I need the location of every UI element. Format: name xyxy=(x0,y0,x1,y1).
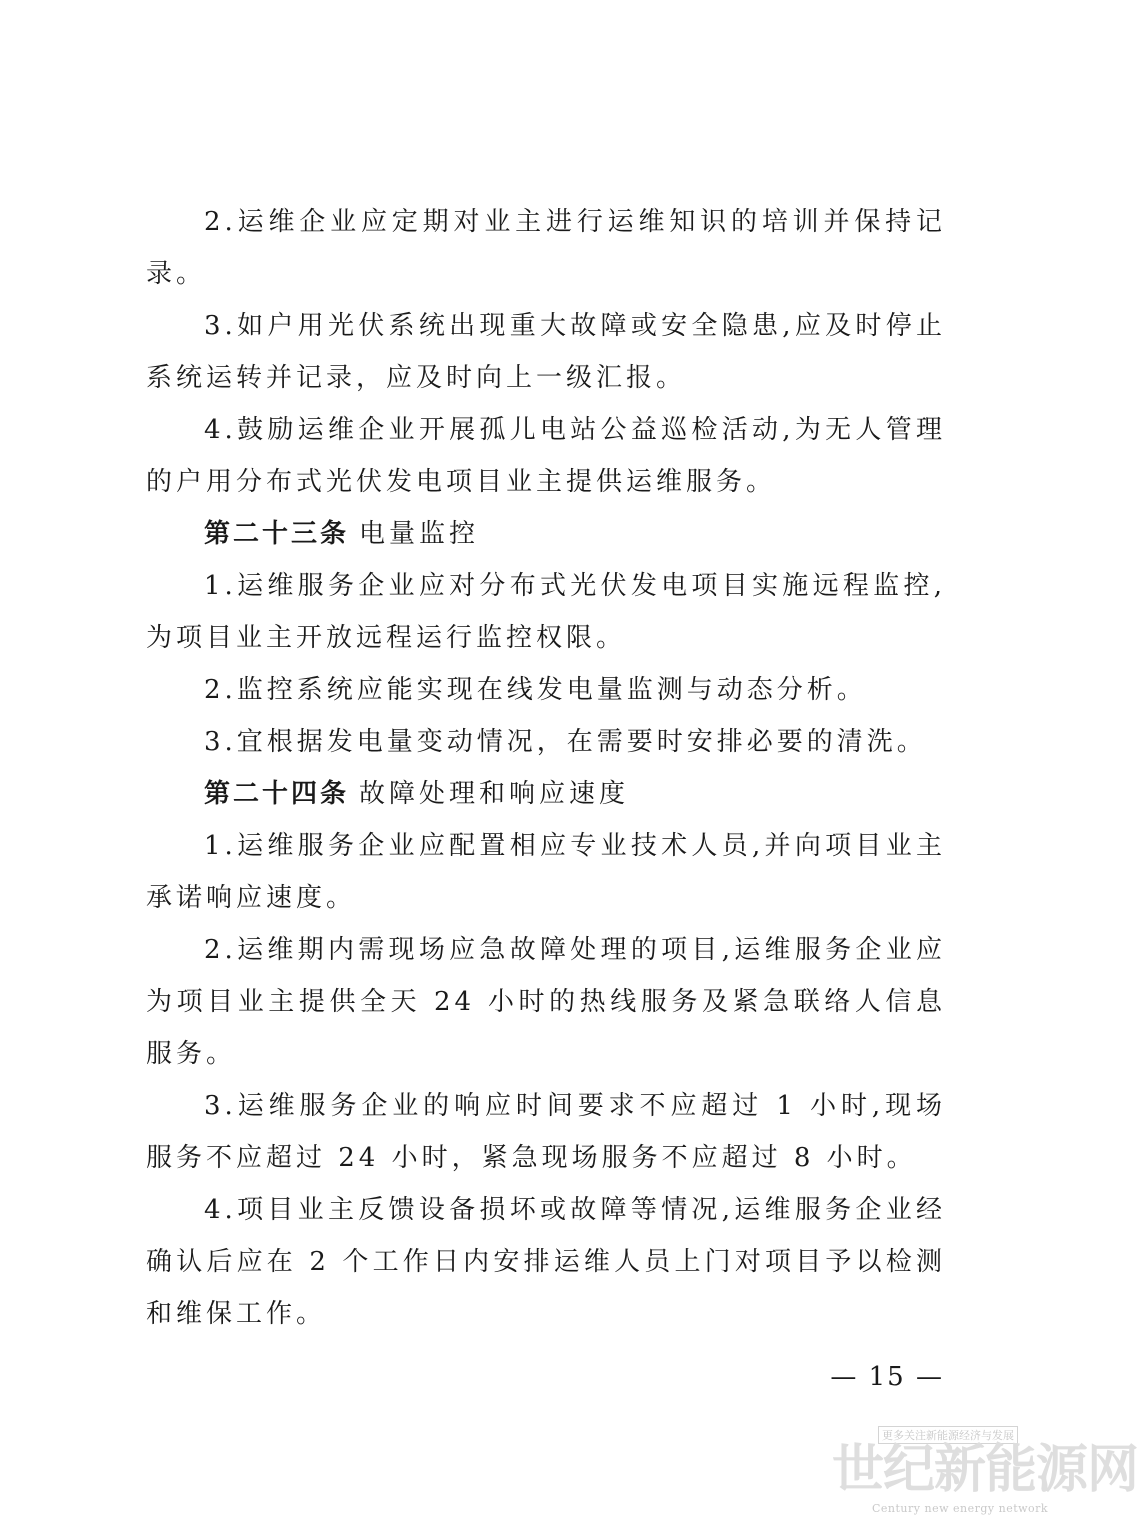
article-24-item-1: 1.运维服务企业应配置相应专业技术人员,并向项目业主承诺响应速度。 xyxy=(146,831,946,913)
watermark-subtitle: Century new energy network xyxy=(872,1502,1049,1515)
article-24-item-2: 2.运维期内需现场应急故障处理的项目,运维服务企业应为项目业主提供全天 24 小时的热线服务及紧急联络人信息服务。 xyxy=(146,935,946,1069)
document-body xyxy=(146,196,946,1340)
page-number: — 15 — xyxy=(830,1362,944,1392)
watermark-tag: 更多关注新能源经济与发展 xyxy=(878,1426,1018,1444)
paragraph-3: 3.如户用光伏系统出现重大故障或安全隐患,应及时停止系统运转并记录，应及时向上一级汇报。 xyxy=(146,311,946,393)
article-23-item-2: 2.监控系统应能实现在线发电量监测与动态分析。 xyxy=(204,675,867,705)
paragraph-2: 2.运维企业应定期对业主进行运维知识的培训并保持记录。 xyxy=(146,207,946,289)
article-23-number: 第二十三条 xyxy=(204,519,350,549)
article-24-heading xyxy=(146,768,946,820)
article-24-item-3: 3.运维服务企业的响应时间要求不应超过 1 小时,现场服务不应超过 24 小时，紧急现场服务不应超过 8 小时。 xyxy=(146,1091,946,1173)
article-23-item-3: 3.宜根据发电量变动情况，在需要时安排必要的清洗。 xyxy=(204,727,927,757)
article-23-heading xyxy=(146,508,946,560)
watermark-logo-text: 世纪新能源网 xyxy=(832,1440,1138,1500)
article-23-title: 电量监控 xyxy=(359,519,480,549)
article-24-title: 故障处理和响应速度 xyxy=(359,779,630,809)
article-24-number: 第二十四条 xyxy=(204,779,350,809)
paragraph-4: 4.鼓励运维企业开展孤儿电站公益巡检活动,为无人管理的户用分布式光伏发电项目业主提供运维服务。 xyxy=(146,415,946,497)
watermark xyxy=(832,1426,1138,1516)
article-23-item-1: 1.运维服务企业应对分布式光伏发电项目实施远程监控,为项目业主开放远程运行监控权限。 xyxy=(146,571,946,653)
article-24-item-4: 4.项目业主反馈设备损坏或故障等情况,运维服务企业经确认后应在 2 个工作日内安排运维人员上门对项目予以检测和维保工作。 xyxy=(146,1195,946,1329)
